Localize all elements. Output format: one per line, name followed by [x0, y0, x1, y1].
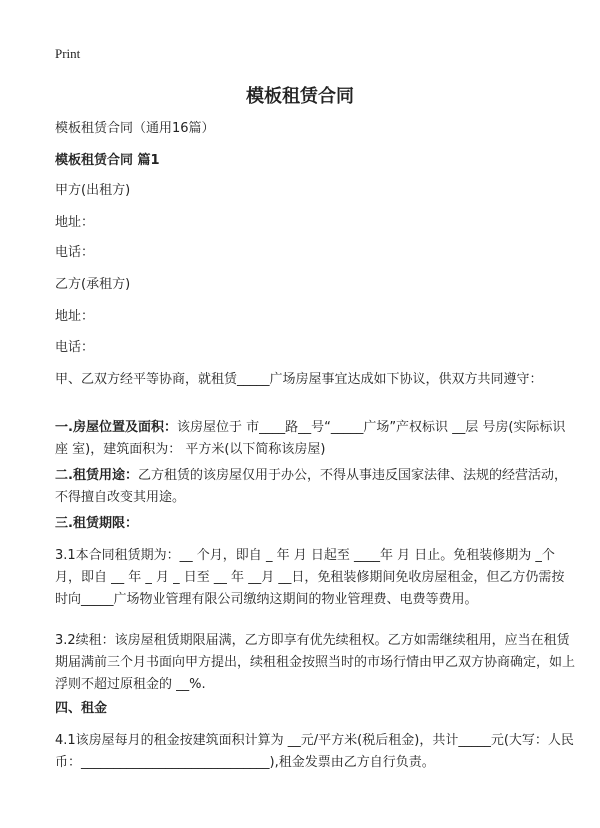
clause-3-1: 3.1本合同租赁期为：__ 个月，即自 _ 年 月 日起至 ____年 月 日止。免租装修期为 _个月，即自 __ 年 _ 月 _ 日至 __ 年 __月 __日，免租装修期间免收房屋租金，但乙方仍需按时向_____广场物业管理有限公司缴纳这期间的物业管理费、电费等费用。 — [55, 548, 565, 607]
party-a: 甲方(出租方) — [55, 183, 131, 198]
section-heading: 模板租赁合同 篇1 — [55, 153, 160, 168]
clause-2-text: 乙方租赁的该房屋仅用于办公，不得从事违反国家法律、法规的经营活动，不得擅自改变其用途。 — [55, 468, 567, 505]
document-title: 模板租赁合同 — [246, 86, 354, 107]
clause-3-2: 3.2续租：该房屋租赁期限届满，乙方即享有优先续租权。乙方如需继续租用，应当在租赁期届满前三个月书面向甲方提出，续租租金按照当时的市场行情由甲乙双方协商确定，如上浮则不超过原租金的 __%. — [55, 633, 576, 692]
clause-1 — [55, 417, 575, 461]
intro-paragraph: 甲、乙双方经平等协商，就租赁_____广场房屋事宜达成如下协议，供双方共同遵守： — [55, 372, 543, 387]
party-b-phone: 电话： — [55, 340, 95, 355]
party-b: 乙方(承租方) — [55, 277, 131, 292]
document-subtitle: 模板租赁合同（通用16篇） — [55, 121, 215, 136]
print-label[interactable]: Print — [55, 46, 81, 61]
clause-3-heading: 三.租赁期限： — [55, 516, 138, 531]
clause-2 — [55, 465, 575, 509]
clause-4-heading: 四、租金 — [55, 701, 108, 716]
party-a-phone: 电话： — [55, 245, 95, 260]
clause-1-text: 该房屋位于 市____路__号“_____广场”产权标识 __层 号房(实际标识 座 室)，建筑面积为： 平方米(以下简称该房屋) — [55, 420, 566, 457]
clause-4-1: 4.1该房屋每月的租金按建筑面积计算为 __元/平方米(税后租金)，共计_____元(大写：人民币：_____________________________),租金发票由乙方自行负责。 — [55, 733, 574, 770]
party-a-address: 地址： — [55, 215, 95, 230]
clause-2-label: 二.租赁用途： — [55, 468, 138, 483]
party-b-address: 地址： — [55, 309, 95, 324]
clause-1-label: 一.房屋位置及面积： — [55, 420, 177, 435]
